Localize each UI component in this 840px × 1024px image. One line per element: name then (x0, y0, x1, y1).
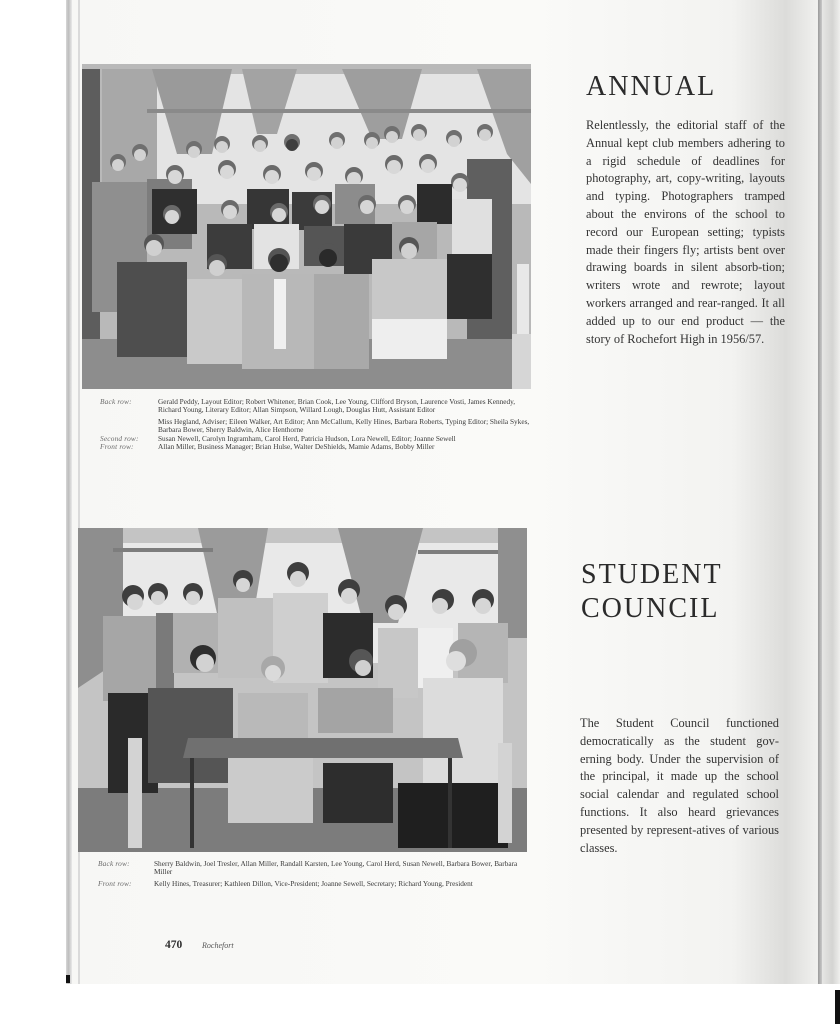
caption-row-names: Sherry Baldwin, Joel Tresler, Allan Miller, Randall Karsten, Lee Young, Carol Herd, Susan Newell, Barbara Bower, Barbara Miller (154, 859, 518, 877)
page-binding-edge (66, 0, 72, 984)
scan-mark-right (835, 990, 840, 1024)
caption-row-back (98, 860, 518, 877)
page-number: 470 (165, 939, 183, 951)
annual-heading: ANNUAL (586, 71, 717, 102)
council-body-text: The Student Council functioned democratically as the student gov-erning body. Under the supervision of the principal, it made up the school social calendar and regulated school functions. It also heard grievances presented by represent-atives of various classes. (580, 716, 779, 855)
caption-row-names: Gerald Peddy, Layout Editor; Robert Whitener, Brian Cook, Lee Young, Clifford Bryson, Laurence Vosti, James Kennedy, Richard Young, Literary Editor; Allan Simpson, Willard Lough, Douglas Hutt, Assistant Editor (158, 397, 516, 415)
caption-row-names: Miss Hegland, Adviser; Eileen Walker, Art Editor; Ann McCallum, Kelly Hines, Barbara Roberts, Typing Editor; Sheila Sykes, Barbara Bower, Sherry Baldwin, Alice Henthorne (158, 416, 530, 435)
page-fold-edge (818, 0, 822, 984)
annual-staff-group-photo (82, 64, 531, 389)
caption-row-label: Back row: (98, 859, 130, 868)
student-council-group-photo (78, 528, 527, 852)
caption-row-front (98, 880, 518, 888)
annual-body-text: Relentlessly, the editorial staff of the Annual kept club members adhering to a rigid schedule of deadlines for photography, art, copy-writing, layouts and typing. Photographers tramped about the environs of the school to record our European setting; typists made their fingers fly; artists bent over drawing boards in silent absorb-tion; writers wrote and rewrote; layout workers arranged and rear-ranged. It all added up to our end product — the story of Rochefort High in 1956/57. (586, 118, 785, 346)
student-council-heading (581, 558, 801, 626)
annual-photo-caption (100, 398, 540, 451)
caption-row-label (100, 418, 158, 435)
caption-row-label: Back row: (100, 397, 132, 406)
caption-row-label: Second row: (100, 433, 139, 443)
caption-row-names: Kelly Hines, Treasurer; Kathleen Dillon, Vice-President; Joanne Sewell, Secretary; Richard Young, President (154, 878, 473, 888)
caption-row-back (100, 398, 540, 415)
caption-row-front (100, 443, 540, 451)
caption-row-label: Front row: (98, 878, 132, 888)
heading-line-1: STUDENT (581, 559, 723, 590)
caption-row-names: Allan Miller, Business Manager; Brian Hulse, Walter DeShields, Mamie Adams, Bobby Miller (158, 442, 435, 452)
council-photo-caption (98, 860, 518, 888)
annual-photo-image (82, 64, 531, 389)
scan-mark-left (66, 975, 70, 983)
caption-row-label: Front row: (100, 442, 134, 452)
caption-row-names: Susan Newell, Carolyn Ingramham, Carol Herd, Patricia Hudson, Lora Newell, Editor; Joanne Sewell (158, 433, 456, 443)
heading-line-2: COUNCIL (581, 593, 720, 624)
caption-row-back-continued (100, 418, 540, 435)
council-photo-image (78, 528, 527, 852)
publication-name: Rochefort (202, 941, 234, 950)
